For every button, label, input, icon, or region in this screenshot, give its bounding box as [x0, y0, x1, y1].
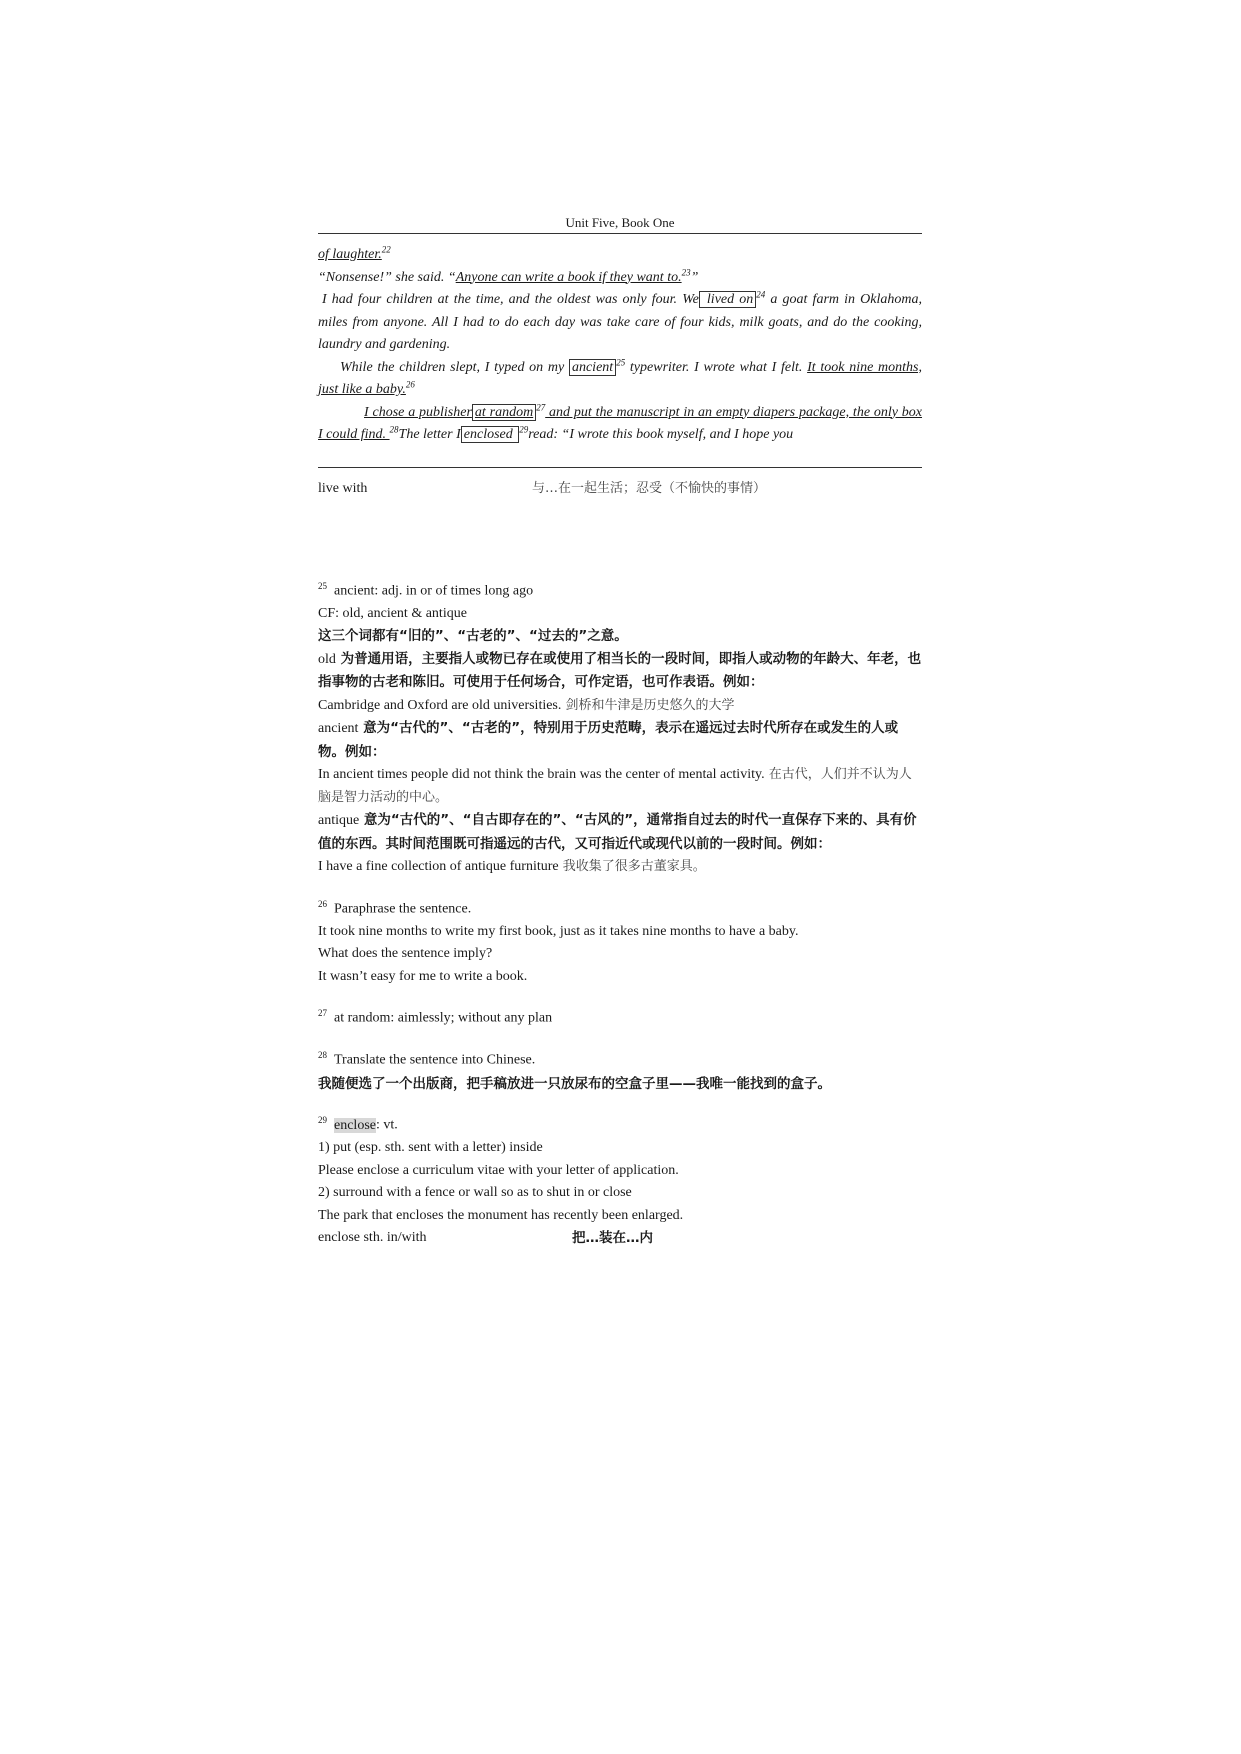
word-explanation: 意为“古代的”、“古老的”，特别用于历史范畴，表示在遥远过去时代所存在或发生的人或物。例如：: [318, 720, 899, 760]
underlined-phrase: I chose a publisher: [364, 404, 472, 420]
example-en: I have a fine collection of antique furniture: [318, 859, 559, 875]
example-en: Cambridge and Oxford are old universities.: [318, 697, 562, 713]
phrase-term: enclose sth. in/with: [318, 1230, 427, 1246]
underlined-phrase: It took nine months, just like a baby.: [318, 359, 922, 397]
footnote-number: 25: [318, 580, 327, 591]
footnote-number: 28: [318, 1050, 327, 1061]
story-text-run: typewriter. I wrote what I felt.: [625, 359, 808, 375]
word-label: old: [318, 651, 336, 667]
footnote-ref-28: 28: [389, 424, 399, 435]
footnote-line: It took nine months to write my first book, just as it takes nine months to have a baby.: [318, 923, 799, 939]
footnote-head: Paraphrase the sentence.: [334, 901, 472, 917]
footnote-line: Please enclose a curriculum vitae with your letter of application.: [318, 1162, 679, 1178]
divider: [318, 467, 922, 468]
footnote-head: Translate the sentence into Chinese.: [334, 1053, 536, 1069]
word-explanation: 意为“古代的”、“自古即存在的”、“古风的”，通常指自过去的时代一直保存下来的、具有价值的东西。其时间范围既可指遥远的古代，又可指近代或现代以前的一段时间。例如：: [318, 812, 917, 852]
footnote-ref-29: 29: [519, 424, 529, 435]
footnote-head: : vt.: [375, 1117, 398, 1133]
footnote-line: 1) put (esp. sth. sent with a letter) inside: [318, 1140, 543, 1156]
story-paragraph-4: [318, 357, 922, 402]
footnote-26: [318, 893, 922, 989]
story-text-run: a goat farm in Oklahoma, miles from anyone. All I had to do each day was take care of four kids, milk goats, and do the cooking, laundry and gardening.: [318, 292, 922, 352]
footnote-line: It wasn’t easy for me to write a book.: [318, 968, 528, 984]
vocab-term: live with: [318, 480, 368, 496]
story-paragraph-2: [318, 267, 922, 290]
example-zh: 剑桥和牛津是历史悠久的大学: [561, 697, 735, 713]
example-en: In ancient times people did not think the brain was the center of mental activity.: [318, 767, 765, 783]
boxed-term-at-random: at random: [472, 404, 536, 421]
boxed-term-enclosed: enclosed: [461, 426, 519, 443]
vocab-meaning: 与…在一起生活；忍受（不愉快的事情）: [532, 480, 767, 496]
footnote-number: 27: [318, 1008, 327, 1019]
word-label: antique: [318, 813, 360, 829]
story-paragraph-1: [318, 244, 922, 267]
word-explanation: 为普通用语，主要指人或物已存在或使用了相当长的一段时间，即指人或动物的年龄大、年老，也指事物的古老和陈旧。可使用于任何场合，可作定语，也可作表语。例如：: [318, 650, 922, 691]
footnote-ref-22: 22: [381, 244, 391, 255]
story-text-run: “Nonsense!” she said. “: [318, 269, 456, 285]
boxed-term-lived-on: lived on: [699, 291, 756, 308]
story-paragraph-3: [318, 289, 922, 357]
footnote-ref-24: 24: [756, 289, 766, 300]
footnote-line: 我随便选了一个出版商，把手稿放进一只放尿布的空盒子里——我唯一能找到的盒子。: [318, 1075, 831, 1092]
vocab-entry: [318, 478, 922, 500]
footnote-28: [318, 1044, 922, 1095]
story-text-run: The letter I: [398, 427, 461, 442]
footnote-number: 26: [318, 898, 327, 909]
footnote-line: 2) surround with a fence or wall so as to shut in or close: [318, 1185, 632, 1201]
story-text-run: I had four children at the time, and the oldest was only four. We: [322, 292, 699, 307]
underlined-phrase: Anyone can write a book if they want to.: [455, 269, 682, 285]
document-page: [318, 213, 922, 1264]
story-text-run: ”: [690, 269, 699, 285]
footnote-ref-23: 23: [681, 266, 691, 277]
footnote-number: 29: [318, 1115, 327, 1126]
footnote-line: 这三个词都有“旧的”、“古老的”、“过去的”之意。: [318, 628, 628, 645]
story-paragraph-5: [318, 402, 922, 447]
footnote-line: What does the sentence imply?: [318, 946, 493, 962]
example-zh: 在古代，人们并不认为人脑是智力活动的中心。: [318, 767, 912, 805]
footnote-line: CF: old, ancient & antique: [318, 605, 467, 621]
underlined-phrase: and put the manuscript in an empty diapers package, the only box I could find.: [318, 404, 923, 442]
page-header: Unit Five, Book One: [318, 213, 922, 234]
footnote-ref-26: 26: [405, 379, 415, 390]
footnotes: [318, 575, 922, 1250]
footnote-line: The park that encloses the monument has recently been enlarged.: [318, 1207, 684, 1223]
highlighted-word: enclose: [334, 1117, 376, 1133]
word-label: ancient: [318, 721, 359, 737]
underlined-phrase: of laughter.: [318, 247, 382, 262]
footnote-29: [318, 1109, 922, 1250]
phrase-meaning: 把…装在…内: [572, 1230, 653, 1247]
story-text-run: While the children slept, I typed on my: [340, 359, 569, 375]
footnote-ref-25: 25: [616, 356, 626, 367]
footnote-head: at random: aimlessly; without any plan: [334, 1010, 553, 1026]
footnote-ref-27: 27: [536, 401, 546, 412]
footnote-25: [318, 575, 922, 879]
footnote-27: [318, 1002, 922, 1030]
phrase-entry: [318, 1227, 922, 1250]
example-zh: 我收集了很多古董家具。: [558, 859, 706, 875]
footnote-head: ancient: adj. in or of times long ago: [334, 583, 534, 599]
story-text-run: read: “I wrote this book myself, and I hope you: [528, 427, 794, 442]
story-text: [318, 244, 922, 447]
boxed-term-ancient: ancient: [569, 359, 616, 376]
